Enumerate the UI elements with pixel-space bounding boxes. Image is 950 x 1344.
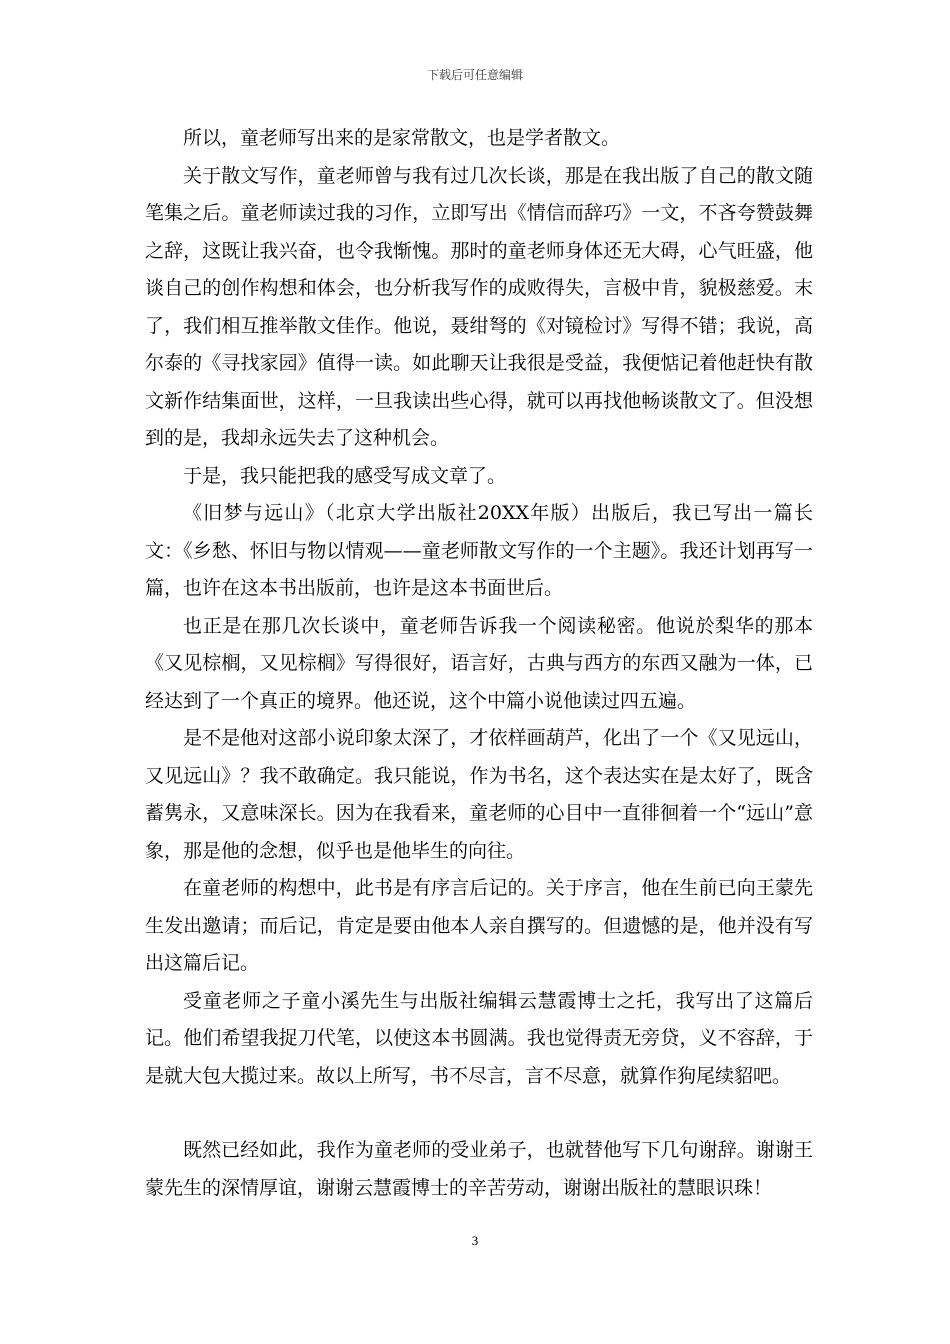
paragraph-1: 所以，童老师写出来的是家常散文，也是学者散文。 <box>183 127 621 149</box>
paragraph-6: 是不是他对这部小说印象太深了，才依样画葫芦，化出了一个《又见远山，又见远山》？我不敢确定。我只能说，作为书名，这个表达实在是太好了，既含蓄隽永，又意味深长。因为在我看来，童老师的心目中一直徘徊着一个“远山”意象，那是他的念想，似乎也是他毕生的向往。 <box>145 727 813 862</box>
paragraph-3: 于是，我只能把我的感受写成文章了。 <box>183 464 507 487</box>
paragraph-9: 既然已经如此，我作为童老师的受业弟子，也就替他写下几句谢辞。谢谢王蒙先生的深情厚谊，谢谢云慧霞博士的辛苦劳动，谢谢出版社的慧眼识珠！ <box>145 1139 813 1199</box>
page-header: 下载后可任意编辑 <box>426 68 523 82</box>
paragraph-4: 《旧梦与远山》（北京大学出版社20XX年版）出版后，我已写出一篇长文：《乡愁、怀旧与物以情观——童老师散文写作的一个主题》。我还计划再写一篇，也许在这本书出版前，也许是这本书面世后。 <box>145 502 813 599</box>
paragraph-8: 受童老师之子童小溪先生与出版社编辑云慧霞博士之托，我写出了这篇后记。他们希望我捉刀代笔，以使这本书圆满。我也觉得责无旁贷，义不容辞，于是就大包大揽过来。故以上所写，书不尽言，言不尽意，就算作狗尾续貂吧。 <box>145 989 813 1087</box>
paragraph-2: 关于散文写作，童老师曾与我有过几次长谈，那是在我出版了自己的散文随笔集之后。童老师读过我的习作，立即写出《情信而辞巧》一文，不吝夸赞鼓舞之辞，这既让我兴奋，也令我惭愧。那时的童老师身体还无大碍，心气旺盛，他谈自己的创作构想和体会，也分析我写作的成败得失，言极中肯，貌极慈爱。末了，我们相互推举散文佳作。他说，聂绀弩的《对镜检讨》写得不错；我说，高尔泰的《寻找家园》值得一读。如此聊天让我很是受益，我便惦记着他赶快有散文新作结集面世，这样，一旦我读出些心得，就可以再找他畅谈散文了。但没想到的是，我却永远失去了这种机会。 <box>145 164 813 449</box>
page-number: 3 <box>471 1233 479 1248</box>
paragraph-7: 在童老师的构想中，此书是有序言后记的。关于序言，他在生前已向王蒙先生发出邀请；而后记，肯定是要由他本人亲自撰写的。但遗憾的是，他并没有写出这篇后记。 <box>145 877 813 974</box>
document-body <box>145 120 813 1207</box>
paragraph-5: 也正是在那几次长谈中，童老师告诉我一个阅读秘密。他说於梨华的那本《又见棕榈，又见棕榈》写得很好，语言好，古典与西方的东西又融为一体，已经达到了一个真正的境界。他还说，这个中篇小说他读过四五遍。 <box>145 614 813 712</box>
